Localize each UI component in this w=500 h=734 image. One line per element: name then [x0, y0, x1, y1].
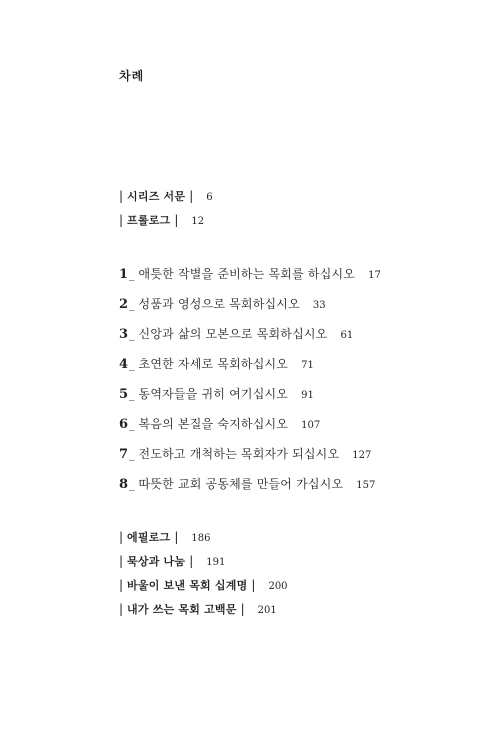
- chapter-page: 157: [356, 480, 376, 491]
- toc-entry-chapter-4[interactable]: [119, 349, 381, 379]
- entry-page: 191: [206, 557, 226, 568]
- chapter-list: [119, 259, 381, 499]
- toc-entry-chapter-5[interactable]: [119, 379, 381, 409]
- toc-entry-ten-commandments[interactable]: [119, 573, 288, 597]
- bracket-left: |: [119, 554, 124, 568]
- front-matter-list: [119, 184, 213, 232]
- bracket-right: |: [174, 213, 179, 227]
- chapter-title: 전도하고 개척하는 목회자가 되십시오: [138, 447, 340, 461]
- back-matter-list: [119, 525, 288, 621]
- bracket-right: |: [240, 602, 245, 616]
- bracket-left: |: [119, 189, 124, 203]
- entry-title: 시리즈 서문: [127, 190, 186, 203]
- chapter-page: 17: [368, 270, 381, 281]
- chapter-separator: _: [129, 328, 135, 341]
- toc-entry-prologue[interactable]: [119, 208, 213, 232]
- chapter-page: 71: [301, 360, 314, 371]
- chapter-number: 1: [119, 267, 129, 282]
- chapter-number: 6: [119, 417, 129, 432]
- chapter-number: 8: [119, 477, 129, 492]
- entry-page: 200: [268, 581, 288, 592]
- chapter-number: 4: [119, 357, 129, 372]
- chapter-title: 애틋한 작별을 준비하는 목회를 하십시오: [138, 267, 356, 281]
- entry-title: 바울이 보낸 목회 십계명: [127, 579, 248, 592]
- toc-entry-confession[interactable]: [119, 597, 288, 621]
- bracket-left: |: [119, 213, 124, 227]
- chapter-separator: _: [129, 358, 135, 371]
- chapter-separator: _: [129, 388, 135, 401]
- entry-page: 186: [191, 533, 211, 544]
- bracket-right: |: [174, 530, 179, 544]
- bracket-left: |: [119, 530, 124, 544]
- chapter-page: 127: [352, 450, 372, 461]
- entry-page: 6: [206, 192, 213, 203]
- bracket-right: |: [251, 578, 256, 592]
- chapter-title: 신앙과 삶의 모본으로 목회하십시오: [138, 327, 328, 341]
- toc-entry-meditation-sharing[interactable]: [119, 549, 288, 573]
- chapter-separator: _: [129, 268, 135, 281]
- toc-entry-chapter-6[interactable]: [119, 409, 381, 439]
- chapter-page: 61: [340, 330, 354, 341]
- chapter-separator: _: [129, 418, 135, 431]
- entry-title: 프롤로그: [127, 214, 171, 227]
- chapter-number: 7: [119, 447, 129, 462]
- chapter-title: 동역자들을 귀히 여기십시오: [138, 387, 289, 401]
- toc-entry-series-preface[interactable]: [119, 184, 213, 208]
- entry-page: 201: [257, 605, 277, 616]
- chapter-title: 따뜻한 교회 공동체를 만들어 가십시오: [138, 477, 344, 491]
- chapter-separator: _: [129, 478, 135, 491]
- page-title: 차례: [119, 69, 145, 83]
- chapter-page: 91: [301, 390, 314, 401]
- toc-entry-epilogue[interactable]: [119, 525, 288, 549]
- toc-entry-chapter-8[interactable]: [119, 469, 381, 499]
- chapter-separator: _: [129, 298, 135, 311]
- chapter-number: 2: [119, 297, 129, 312]
- toc-entry-chapter-2[interactable]: [119, 289, 381, 319]
- chapter-title: 복음의 본질을 숙지하십시오: [138, 417, 289, 431]
- chapter-number: 3: [119, 327, 129, 342]
- bracket-right: |: [189, 554, 194, 568]
- toc-entry-chapter-1[interactable]: [119, 259, 381, 289]
- toc-entry-chapter-3[interactable]: [119, 319, 381, 349]
- bracket-right: |: [189, 189, 194, 203]
- chapter-title: 성품과 영성으로 목회하십시오: [138, 297, 300, 311]
- chapter-separator: _: [129, 448, 135, 461]
- entry-title: 묵상과 나눔: [127, 555, 186, 568]
- bracket-left: |: [119, 578, 124, 592]
- chapter-page: 107: [301, 420, 321, 431]
- entry-title: 에필로그: [127, 531, 171, 544]
- toc-entry-chapter-7[interactable]: [119, 439, 381, 469]
- chapter-page: 33: [312, 300, 326, 311]
- entry-page: 12: [191, 216, 205, 227]
- chapter-number: 5: [119, 387, 129, 402]
- bracket-left: |: [119, 602, 124, 616]
- chapter-title: 초연한 자세로 목회하십시오: [138, 357, 289, 371]
- entry-title: 내가 쓰는 목회 고백문: [127, 603, 237, 616]
